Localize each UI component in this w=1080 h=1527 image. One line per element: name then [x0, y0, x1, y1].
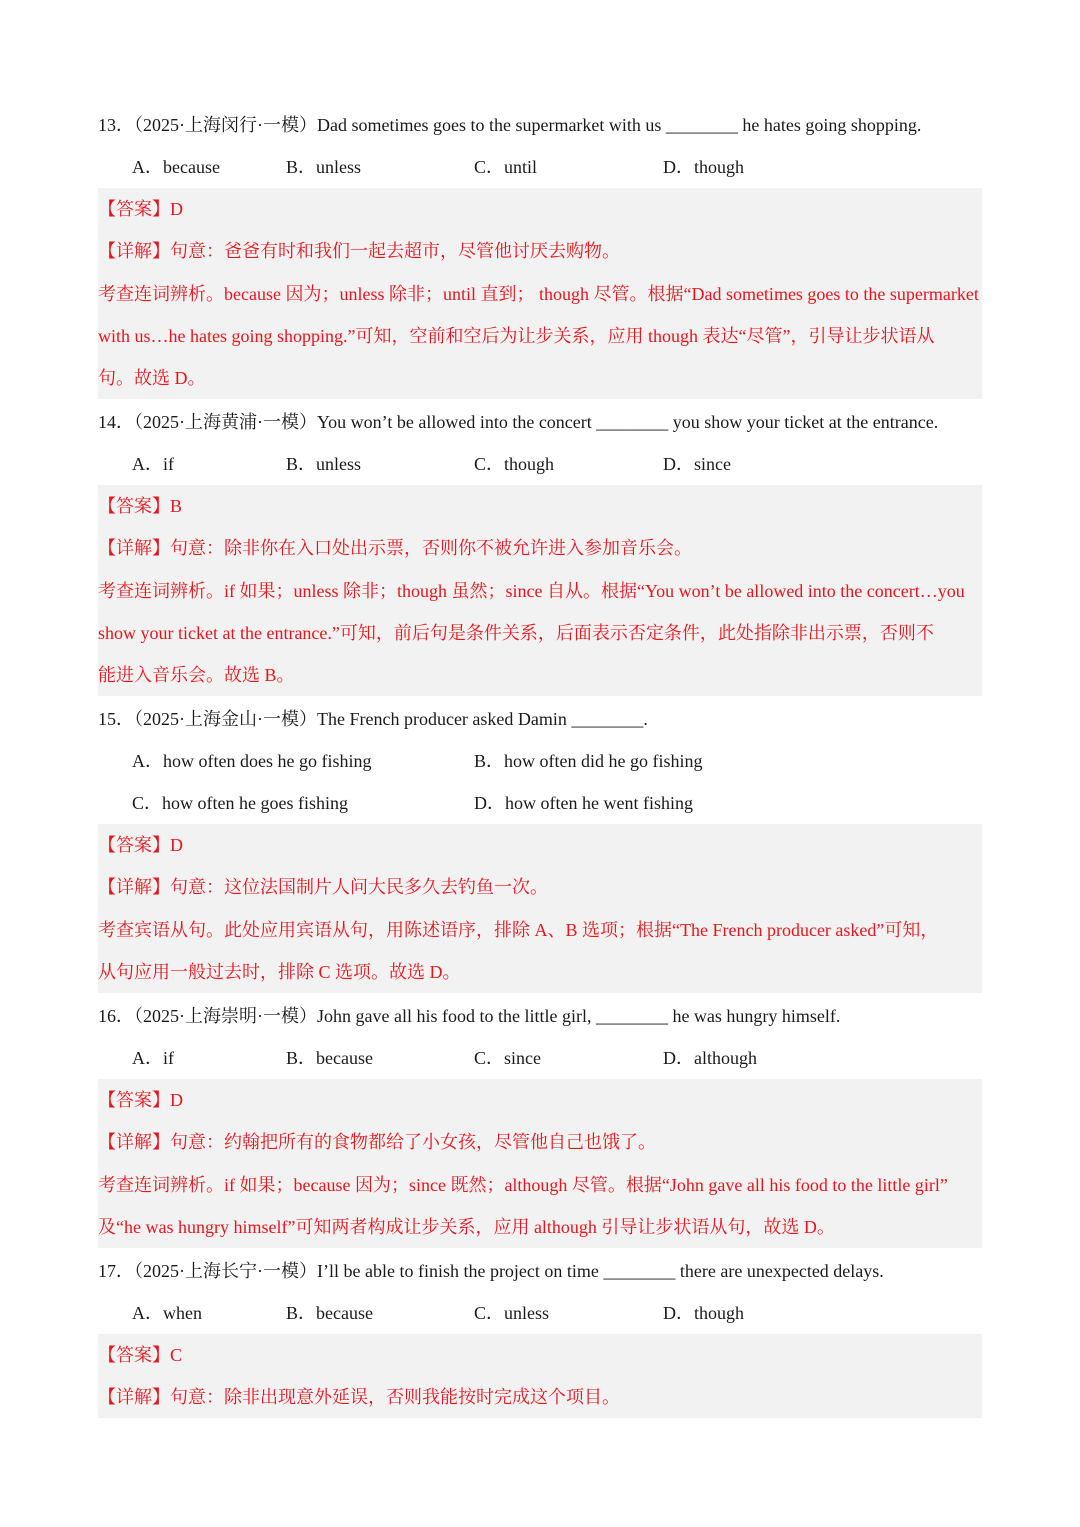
option-c: C．how often he goes fishing	[132, 793, 348, 813]
option-a: A．because	[132, 157, 220, 177]
option-b: B．unless	[286, 157, 362, 177]
analysis-line: 考查宾语从句。此处应用宾语从句，用陈述语序，排除 A、B 选项；根据“The French producer asked”可知，	[98, 920, 939, 940]
analysis-line: 从句应用一般过去时，排除 C 选项。故选 D。	[98, 962, 461, 982]
option-d: D．though	[663, 157, 744, 177]
option-d: D．though	[663, 1303, 744, 1323]
answer-label: 【答案】D	[98, 1090, 183, 1110]
option-b: B．unless	[286, 454, 362, 474]
detail-text: 【详解】句意：约翰把所有的食物都给了小女孩，尽管他自己也饿了。	[98, 1132, 656, 1152]
analysis-line: 考查连词辨析。if 如果；because 因为；since 既然；although 尽管。根据“John gave all his food to the little girl”	[98, 1175, 948, 1195]
option-a: A．if	[132, 454, 174, 474]
detail-text: 【详解】句意：除非出现意外延误，否则我能按时完成这个项目。	[98, 1387, 620, 1407]
option-b: B．because	[286, 1048, 373, 1068]
option-d: D．since	[663, 454, 731, 474]
option-c: C．though	[474, 454, 555, 474]
analysis-line: 能进入音乐会。故选 B。	[98, 665, 295, 685]
question-stem: 14．（2025·上海黄浦·一模）You won’t be allowed into the concert ________ you show your ticket at the entrance.	[98, 412, 939, 432]
question-stem: 15．（2025·上海金山·一模）The French producer asked Damin ________.	[98, 709, 648, 729]
analysis-line: with us…he hates going shopping.”可知，空前和空后为让步关系，应用 though 表达“尽管”，引导让步状语从	[98, 326, 935, 346]
option-c: C．until	[474, 157, 538, 177]
option-c: C．since	[474, 1048, 541, 1068]
option-b: B．because	[286, 1303, 373, 1323]
detail-text: 【详解】句意：这位法国制片人问大民多久去钓鱼一次。	[98, 877, 548, 897]
option-d: D．how often he went fishing	[474, 793, 693, 813]
option-a: A．how often does he go fishing	[132, 751, 372, 771]
question-stem: 16．（2025·上海崇明·一模）John gave all his food to the little girl, ________ he was hungry himself.	[98, 1006, 841, 1026]
analysis-line: 句。故选 D。	[98, 368, 206, 388]
analysis-line: 考查连词辨析。because 因为；unless 除非；until 直到； though 尽管。根据“Dad sometimes goes to the supermarket	[98, 284, 979, 304]
analysis-line: show your ticket at the entrance.”可知，前后句是条件关系，后面表示否定条件，此处指除非出示票，否则不	[98, 623, 934, 643]
answer-label: 【答案】D	[98, 199, 183, 219]
analysis-line: 考查连词辨析。if 如果；unless 除非；though 虽然；since 自从。根据“You won’t be allowed into the concert…you	[98, 581, 965, 601]
question-stem: 17．（2025·上海长宁·一模）I’ll be able to finish the project on time ________ there are unexpected delays.	[98, 1261, 884, 1281]
option-d: D．although	[663, 1048, 757, 1068]
answer-label: 【答案】D	[98, 835, 183, 855]
option-c: C．unless	[474, 1303, 550, 1323]
detail-text: 【详解】句意：除非你在入口处出示票，否则你不被允许进入参加音乐会。	[98, 538, 692, 558]
option-b: B．how often did he go fishing	[474, 751, 703, 771]
answer-label: 【答案】B	[98, 496, 183, 516]
answer-label: 【答案】C	[98, 1345, 183, 1365]
option-a: A．if	[132, 1048, 174, 1068]
analysis-line: 及“he was hungry himself”可知两者构成让步关系，应用 although 引导让步状语从句，故选 D。	[98, 1217, 835, 1237]
option-a: A．when	[132, 1303, 202, 1323]
detail-text: 【详解】句意：爸爸有时和我们一起去超市，尽管他讨厌去购物。	[98, 241, 620, 261]
question-stem: 13．（2025·上海闵行·一模）Dad sometimes goes to the supermarket with us ________ he hates going shopping.	[98, 115, 922, 135]
